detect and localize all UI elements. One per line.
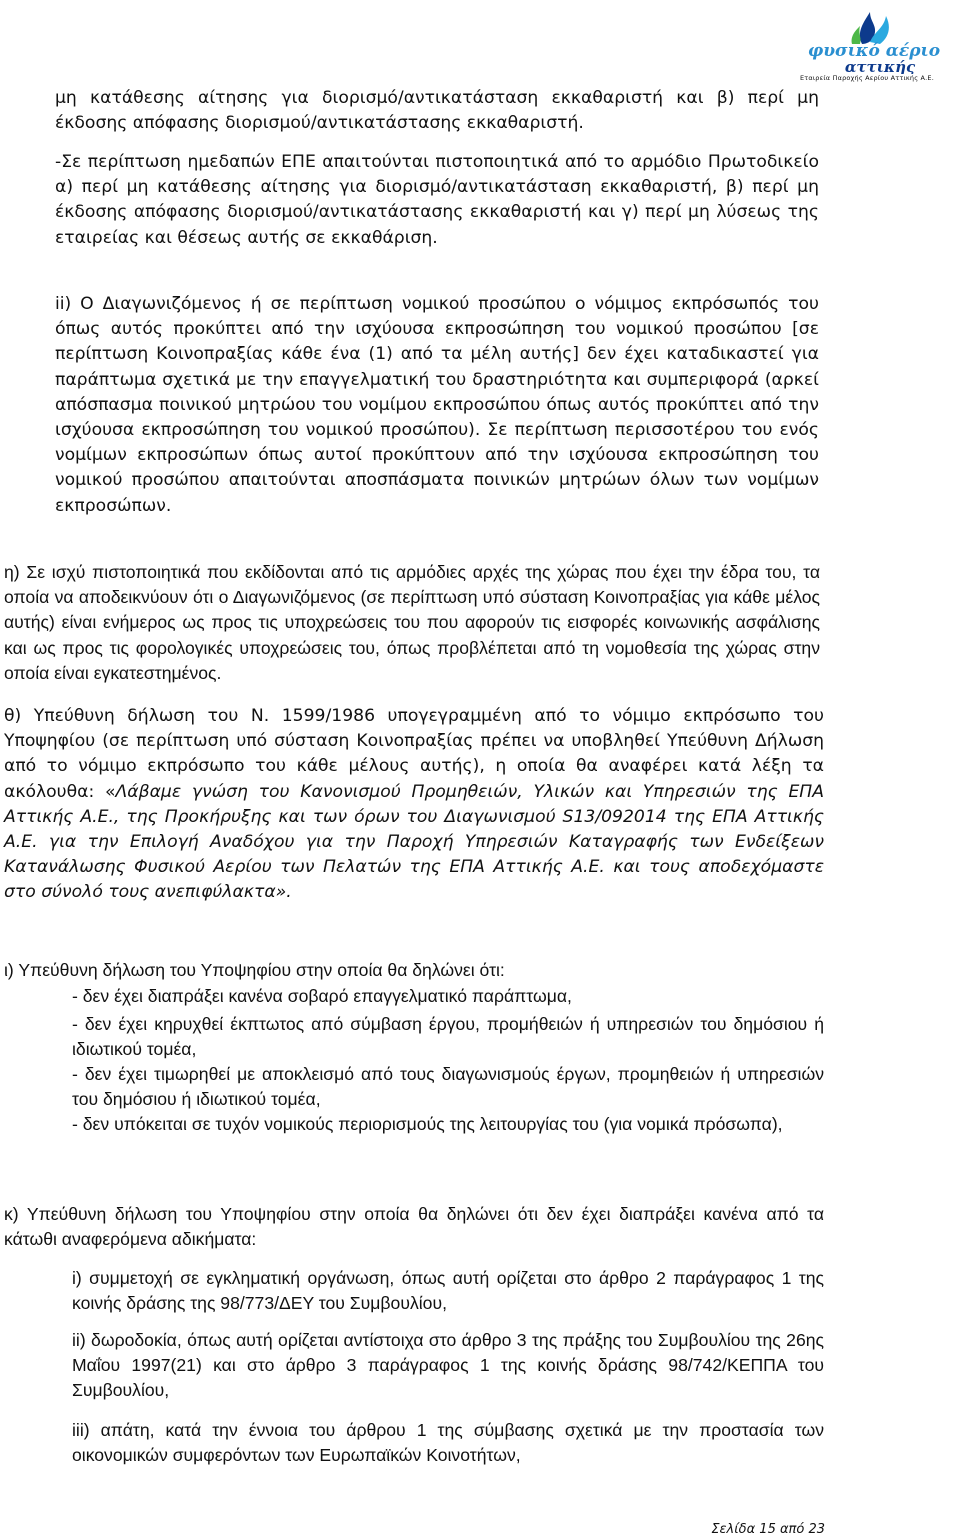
paragraph-kappa-intro: κ) Υπεύθυνη δήλωση του Υποψηφίου στην οποία θα δηλώνει ότι δεν έχει διαπράξει κανένα από τα κάτωθι αναφερόμενα αδικήματα: <box>4 1204 824 1250</box>
declaration-quote: Λάβαμε γνώση του Κανονισμού Προμηθειών, Υλικών και Υπηρεσιών της ΕΠΑ Αττικής Α.Ε., της Προκήρυξης και των όρων του Διαγωνισμού S13/092014 της ΕΠΑ Αττικής Α.Ε. για την Επιλογή Αναδόχου για την Παροχή Υπηρεσιών Καταγραφής των Ενδείξεων Κατανάλωσης Φυσικού Αερίου των Πελατών της ΕΠΑ Αττικής Α.Ε. και τους αποδεχόμαστε στο σύνολό τους ανεπιφύλακτα <box>4 781 824 903</box>
svg-text:φυσικό αέριο: φυσικό αέριο <box>807 41 941 61</box>
paragraph-theta <box>4 704 824 906</box>
list-item: - δεν έχει τιμωρηθεί με αποκλεισμό από τους διαγωνισμούς έργων, προμηθειών ή υπηρεσιών του δημόσιου ή ιδιωτικού τομέα, <box>72 1064 824 1110</box>
paragraph-iota-intro: ι) Υπεύθυνη δήλωση του Υποψηφίου στην οποία θα δηλώνει ότι: <box>4 960 505 980</box>
paragraph-theta-intro: θ) Υπεύθυνη δήλωση του Ν. 1599/1986 υπογεγραμμένη από το νόμιμο εκπρόσωπο του Υποψηφίου (σε περίπτωση υπό σύσταση Κοινοπραξίας πρέπει να υποβληθεί Υπεύθυνη Δήλωση από το νόμιμο εκπρόσωπο του κάθε μέλους αυτής), η οποία θα αναφέρει κατά λέξη τα ακόλουθα: « <box>4 706 824 802</box>
flame-logo-icon <box>800 4 948 74</box>
company-logo <box>800 4 948 84</box>
logo-tagline: Εταιρεία Παροχής Αερίου Αττικής Α.Ε. <box>800 74 935 82</box>
list-item: - δεν έχει διαπράξει κανένα σοβαρό επαγγελματικό παράπτωμα, <box>72 986 572 1006</box>
svg-text:αττικής: αττικής <box>844 58 916 74</box>
list-item: iii) απάτη, κατά την έννοια του άρθρου 1 της σύμβασης σχετικά με την προστασία των οικονομικών συμφερόντων των Ευρωπαϊκών Κοινοτήτων, <box>72 1420 824 1466</box>
paragraph-ekkatharistis: μη κατάθεσης αίτησης για διορισμό/αντικατάσταση εκκαθαριστή και β) περί μη έκδοσης απόφασης διορισμού/αντικατάστασης εκκαθαριστή. <box>55 88 819 134</box>
paragraph-eta: η) Σε ισχύ πιστοποιητικά που εκδίδονται από τις αρμόδιες αρχές της χώρας που έχει την έδρα του, τα οποία να αποδεικνύουν ότι ο Διαγωνιζόμενος (σε περίπτωση υπό σύσταση Κοινοπραξίας για κάθε μέλος αυτής) είναι ενήμερος ως προς τις υποχρεώσεις του που αφορούν τις εισφορές κοινωνικής ασφάλισης και ως προς τις φορολογικές υποχρεώσεις του, όπως προβλέπεται από τη νομοθεσία της χώρας στην οποία είναι εγκατεστημένος. <box>4 562 820 683</box>
list-item: i) συμμετοχή σε εγκληματική οργάνωση, όπως αυτή ορίζεται στο άρθρο 2 παράγραφος 1 της κοινής δράσης της 98/773/ΔΕΥ του Συμβουλίου, <box>72 1268 824 1314</box>
list-item: - δεν υπόκειται σε τυχόν νομικούς περιορισμούς της λειτουργίας του (για νομικά πρόσωπα), <box>72 1114 783 1134</box>
list-item: ii) δωροδοκία, όπως αυτή ορίζεται αντίστοιχα στο άρθρο 3 της πράξης του Συμβουλίου της 26ης Μαΐου 1997(21) και στο άρθρο 3 παράγραφος 1 της κοινής δράσης 98/742/ΚΕΠΠΑ του Συμβουλίου, <box>72 1330 824 1401</box>
paragraph-epe: -Σε περίπτωση ημεδαπών ΕΠΕ απαιτούνται πιστοποιητικά από το αρμόδιο Πρωτοδικείο α) περί μη κατάθεσης αίτησης για διορισμό/αντικατάσταση εκκαθαριστή, β) περί μη έκδοσης απόφασης διορισμού/αντικατάστασης εκκαθαριστή και γ) περί μη λύσεως της εταιρείας και θέσεως αυτής σε εκκαθάριση. <box>55 152 819 248</box>
paragraph-ii: ii) Ο Διαγωνιζόμενος ή σε περίπτωση νομικού προσώπου ο νόμιμος εκπρόσωπός του όπως αυτός προκύπτει από την ισχύουσα εκπροσώπηση του νομικού προσώπου [σε περίπτωση Κοινοπραξίας κάθε ένα (1) από τα μέλη αυτής] δεν έχει καταδικαστεί για παράπτωμα σχετικά με την επαγγελματική του δραστηριότητα και συμπεριφορά (αρκεί απόσπασμα ποινικού μητρώου του νομίμου εκπροσώπου όπως αυτός προκύπτει από την ισχύουσα εκπροσώπηση του νομικού προσώπου). Σε περίπτωση περισσοτέρου του ενός νομίμων εκπροσώπων όπως αυτοί προκύπτουν από την ισχύουσα εκπροσώπηση του νομικού προσώπου απαιτούνται αποσπάσματα ποινικών μητρώων όλων των νομίμων εκπροσώπων. <box>55 294 819 516</box>
declaration-quote-close: ». <box>275 882 292 903</box>
page-number: Σελίδα 15 από 23 <box>711 1522 825 1537</box>
list-item: - δεν έχει κηρυχθεί έκπτωτος από σύμβαση έργου, προμήθειών ή υπηρεσιών του δημόσιου ή ιδιωτικού τομέα, <box>72 1014 824 1060</box>
